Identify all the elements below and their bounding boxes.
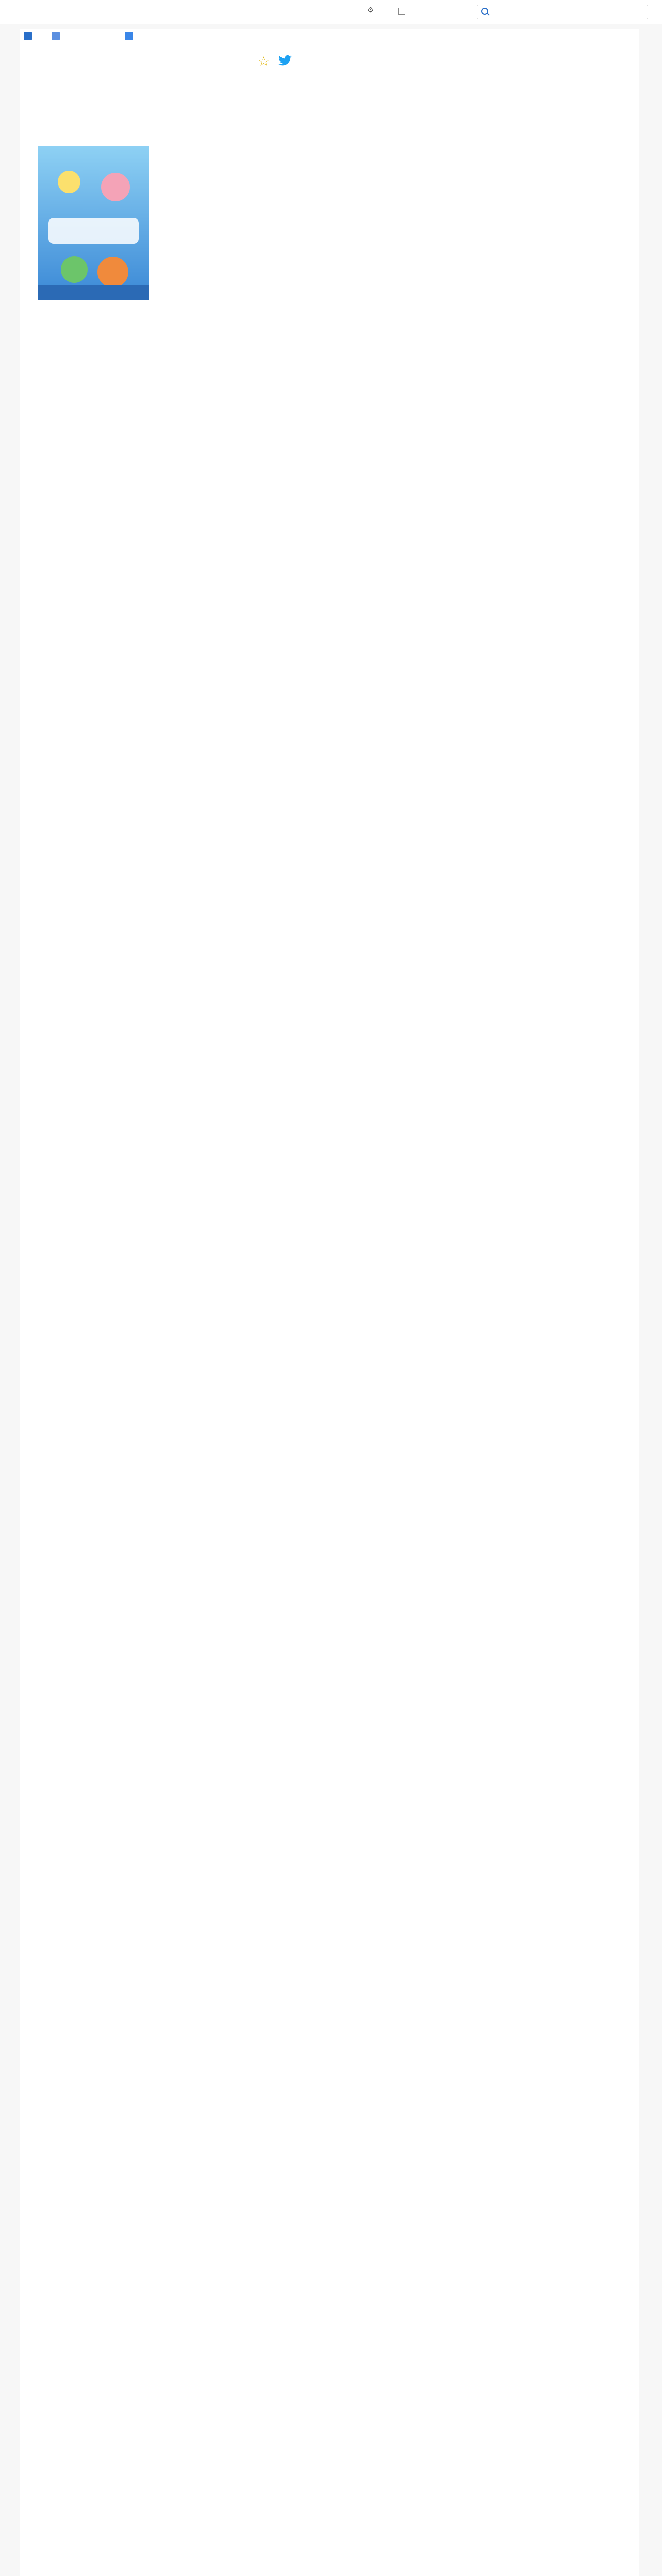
- twitter-bird-icon[interactable]: [277, 54, 293, 68]
- favorite-star-icon[interactable]: ☆: [258, 54, 270, 70]
- breadcrumb-top[interactable]: [24, 32, 32, 40]
- breadcrumb-thread[interactable]: [125, 32, 133, 40]
- search-icon[interactable]: [481, 8, 488, 15]
- search-input[interactable]: [514, 7, 644, 17]
- settings-gear-icon[interactable]: ⚙: [367, 6, 374, 14]
- main-content: [20, 29, 639, 2576]
- top-bar: [0, 0, 662, 24]
- search-box: [477, 5, 648, 19]
- breadcrumb-category[interactable]: [52, 32, 60, 40]
- post-image[interactable]: [38, 146, 149, 300]
- dark-mode-checkbox[interactable]: [398, 8, 405, 15]
